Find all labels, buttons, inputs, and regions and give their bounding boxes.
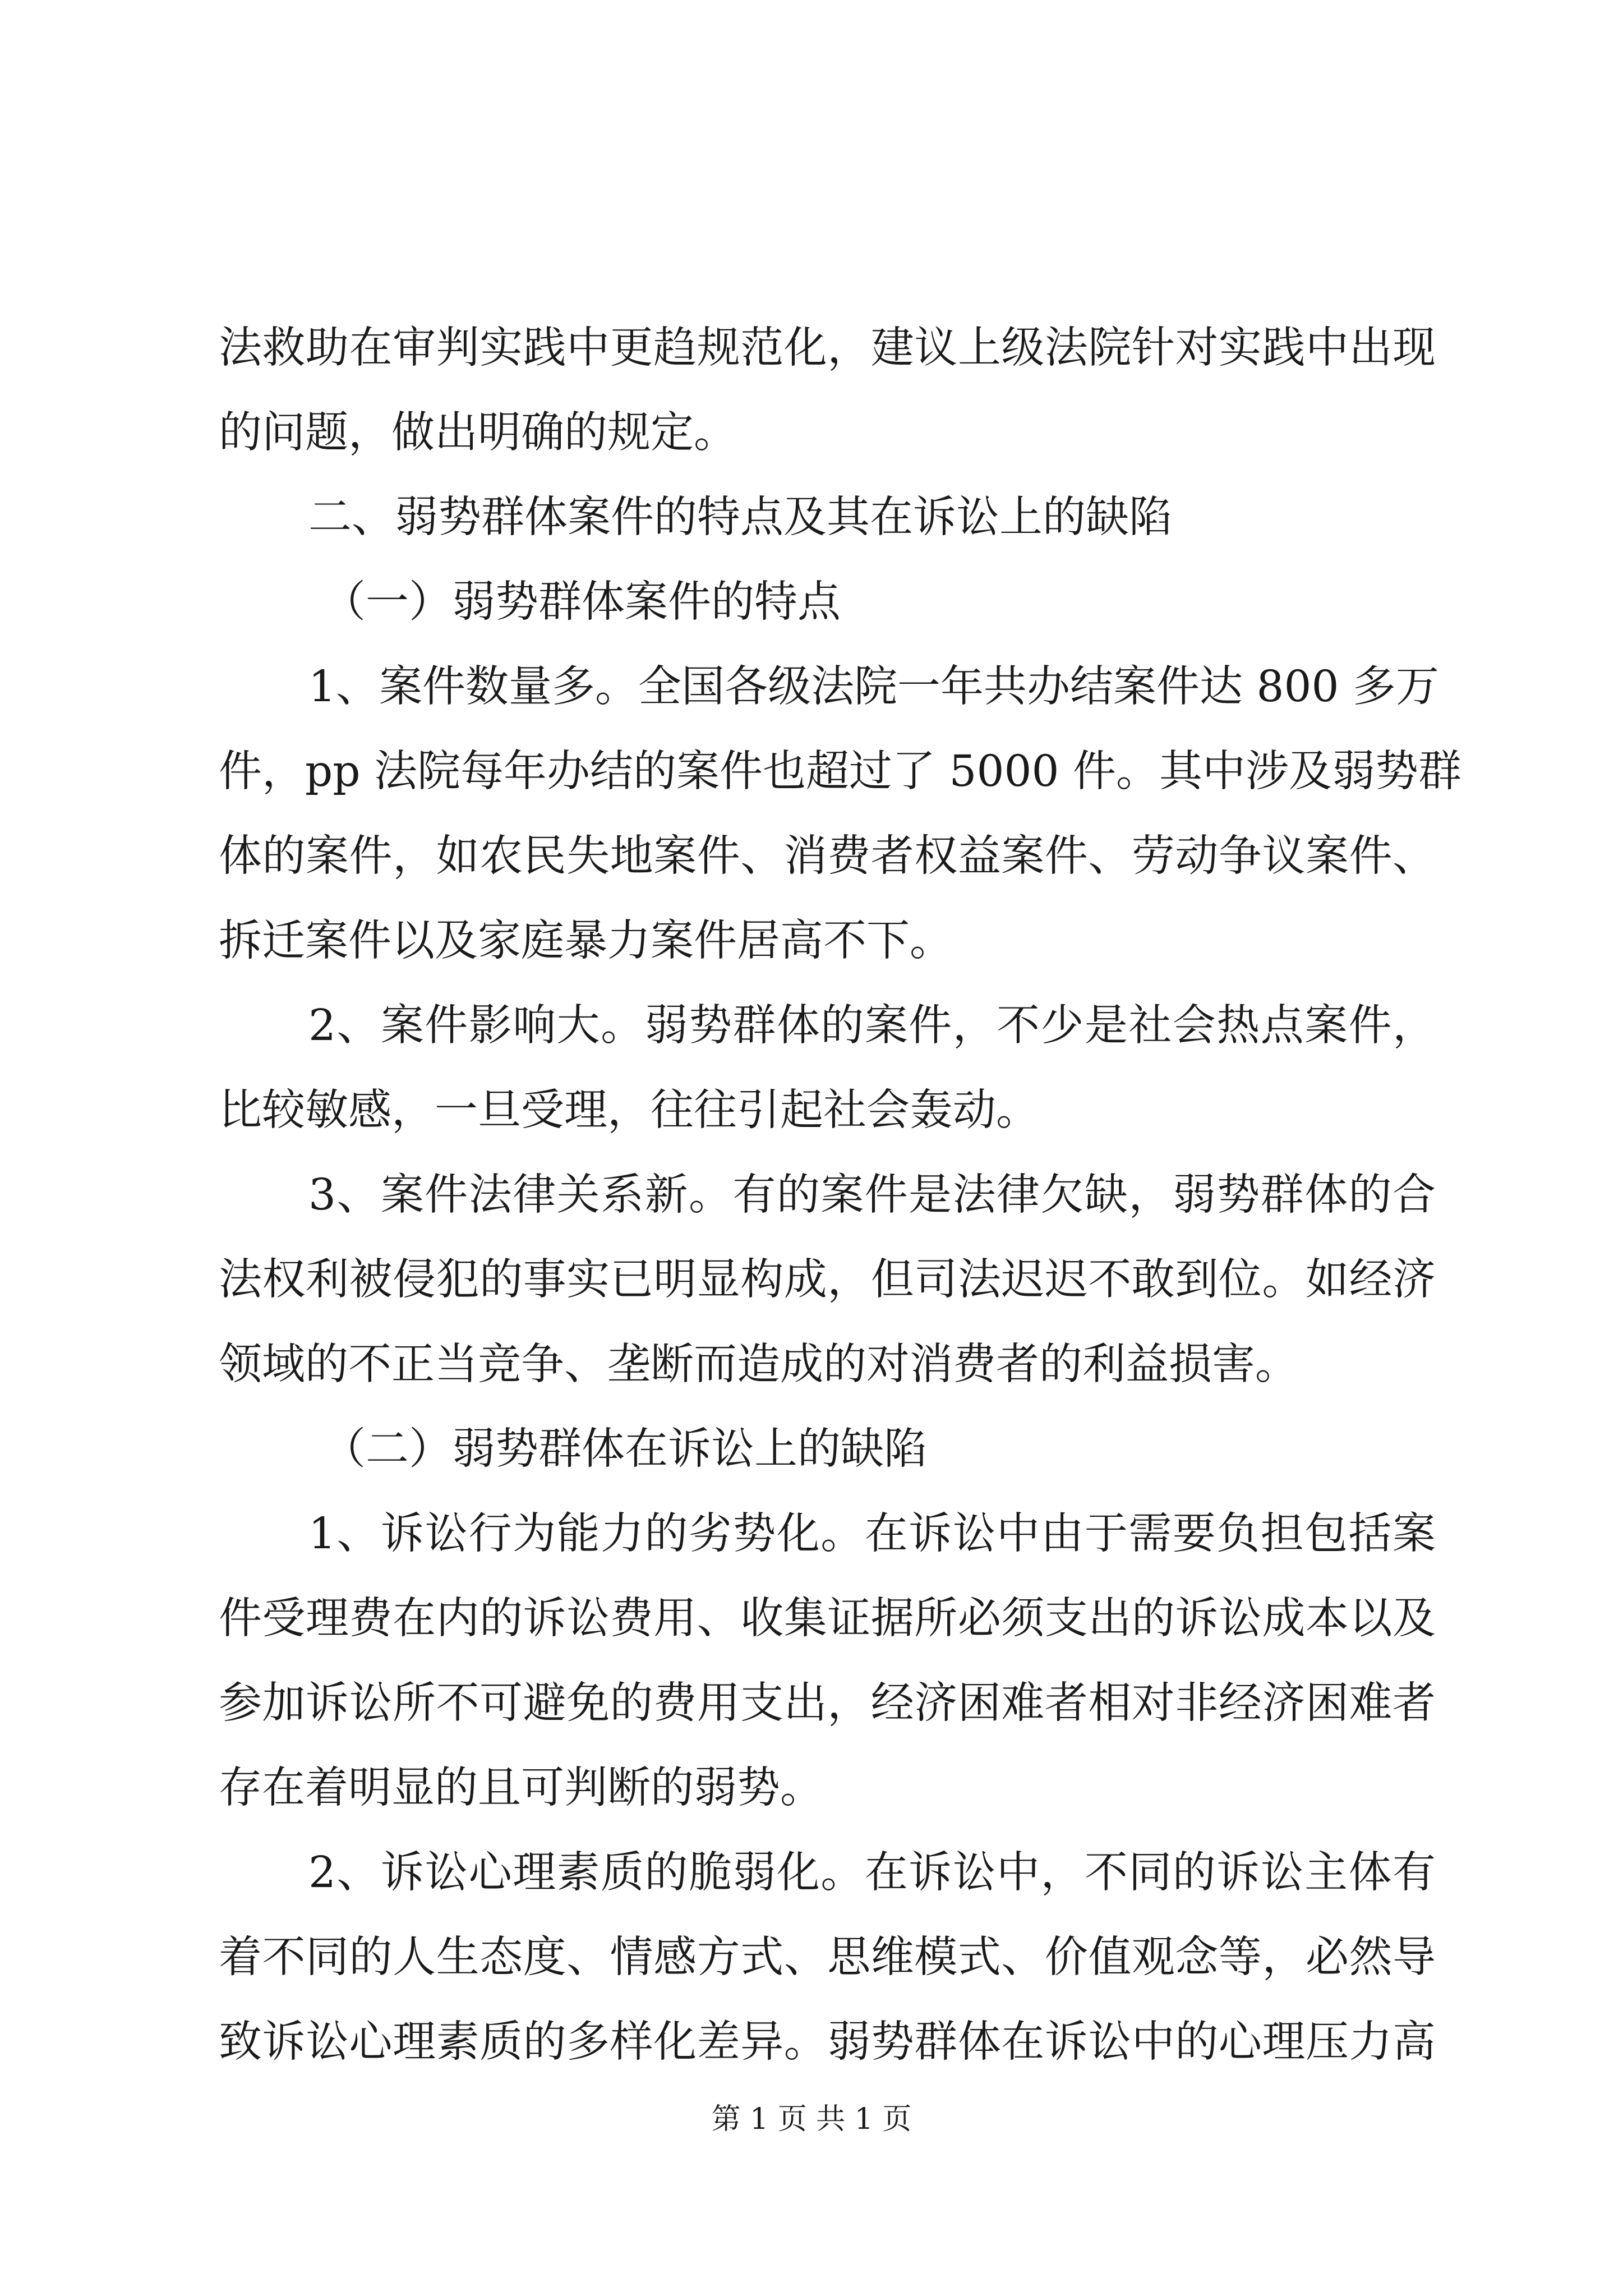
text-line: 1、案件数量多。全国各级法院一年共办结案件达 800 多万 <box>308 662 1439 712</box>
subsection-heading: （一）弱势群体案件的特点 <box>322 577 841 627</box>
text-line: 2、诉讼心理素质的脆弱化。在诉讼中，不同的诉讼主体有 <box>308 1848 1436 1898</box>
text-line: 着不同的人生态度、情感方式、思维模式、价值观念等，必然导 <box>219 1932 1436 1982</box>
text-line: 致诉讼心理素质的多样化差异。弱势群体在诉讼中的心理压力高 <box>219 2017 1436 2067</box>
text-line: 比较敏感，一旦受理，往往引起社会轰动。 <box>219 1085 1039 1135</box>
text-line: 拆迁案件以及家庭暴力案件居高不下。 <box>219 916 953 966</box>
text-line: 1、诉讼行为能力的劣势化。在诉讼中由于需要负担包括案 <box>308 1509 1436 1559</box>
section-heading: 二、弱势群体案件的特点及其在诉讼上的缺陷 <box>308 493 1172 542</box>
text-line: 件，pp 法院每年办结的案件也超过了 5000 件。其中涉及弱势群 <box>219 747 1461 797</box>
page-footer <box>0 2095 1623 2137</box>
subsection-heading: （二）弱势群体在诉讼上的缺陷 <box>322 1424 927 1474</box>
document-body <box>219 306 1461 2085</box>
page-number: 第 1 页 共 1 页 <box>711 2102 912 2136</box>
text-line: 存在着明显的且可判断的弱势。 <box>219 1763 823 1813</box>
text-line: 体的案件，如农民失地案件、消费者权益案件、劳动争议案件、 <box>219 831 1436 881</box>
text-line: 3、案件法律关系新。有的案件是法律欠缺，弱势群体的合 <box>308 1170 1436 1220</box>
text-line: 领域的不正当竞争、垄断而造成的对消费者的利益损害。 <box>219 1340 1298 1389</box>
text-line: 参加诉讼所不可避免的费用支出，经济困难者相对非经济困难者 <box>219 1678 1436 1728</box>
text-line: 法救助在审判实践中更趋规范化，建议上级法院针对实践中出现 <box>219 323 1436 373</box>
text-line: 的问题，做出明确的规定。 <box>219 408 737 458</box>
text-line: 件受理费在内的诉讼费用、收集证据所必须支出的诉讼成本以及 <box>219 1594 1436 1644</box>
text-line: 2、案件影响大。弱势群体的案件，不少是社会热点案件， <box>308 1001 1436 1051</box>
text-line: 法权利被侵犯的事实已明显构成，但司法迟迟不敢到位。如经济 <box>219 1255 1436 1305</box>
